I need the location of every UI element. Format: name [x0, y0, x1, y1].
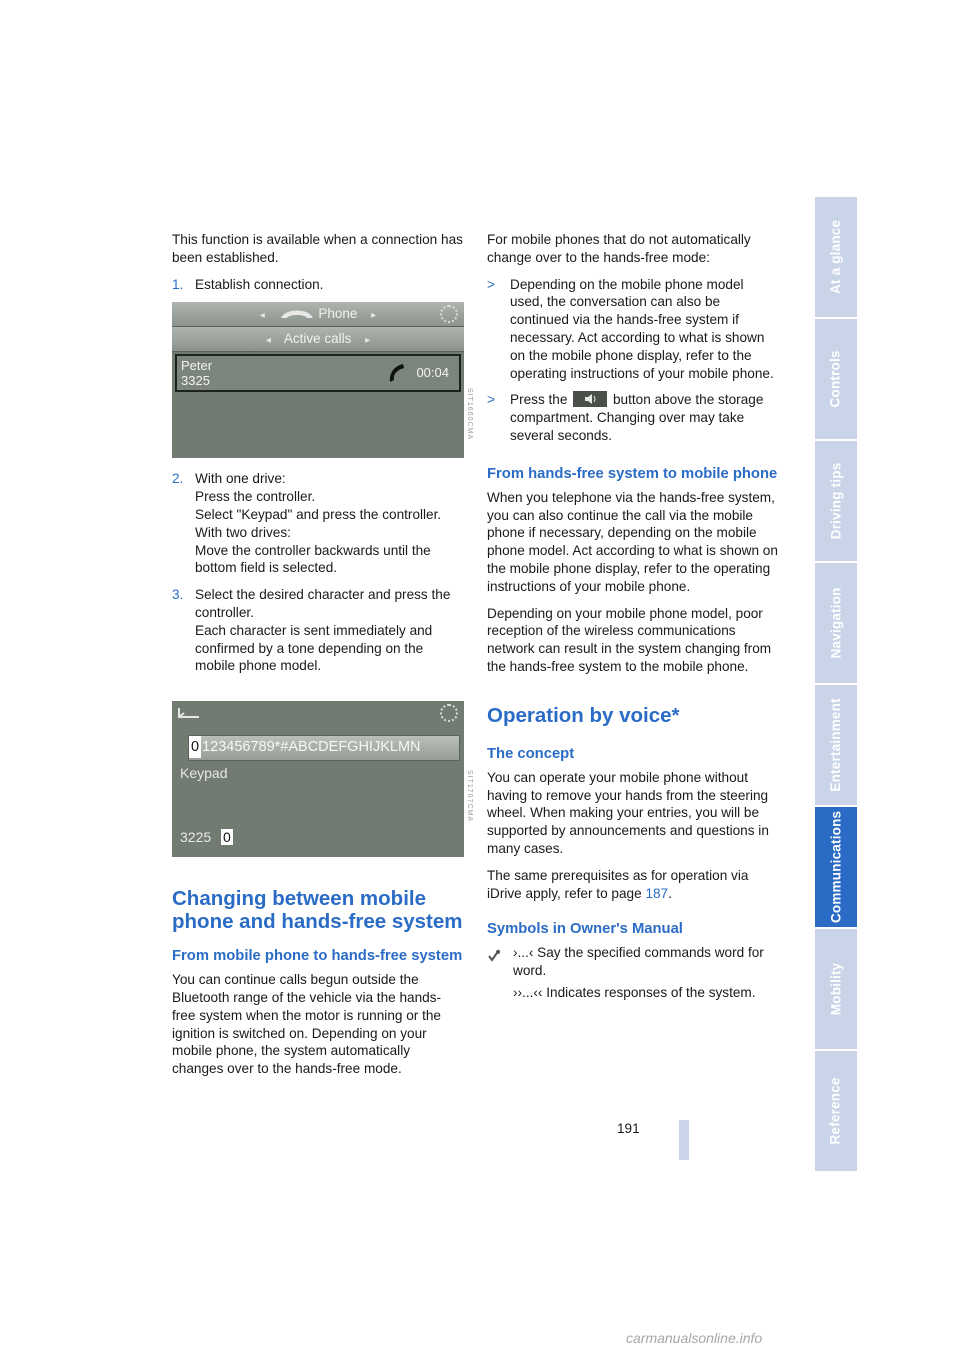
subsection-heading: From mobile phone to hands-free system	[172, 948, 463, 965]
chapter-tabs	[815, 197, 857, 1173]
bullet-text: button above the storage compartment. Changing over may take several seconds.	[510, 392, 764, 443]
step-3	[172, 586, 464, 675]
section-heading: Operation by voice*	[487, 703, 680, 727]
menu-title-bar: ◂ Phone ▸	[172, 302, 464, 327]
step-line: Select the desired character and press the controller.	[195, 587, 451, 620]
image-code: SIT1707CMA	[466, 770, 473, 823]
body-paragraph: When you telephone via the hands-free system, you can also continue the call via the mobile phone if necessary, depending on the mobile phone model. Act according to what is shown on the mobile phone display, refer to the operating instructions of your mobile phone.	[487, 489, 778, 594]
body-paragraph: You can continue calls begun outside the Bluetooth range of the vehicle via the hands-free system when the motor is running or the ignition is switched on. Depending on your mobile phone, the system automatically changes over to the hands-free mode.	[172, 972, 442, 1077]
symbol-line	[513, 944, 779, 980]
character-selector	[188, 735, 460, 761]
symbol-desc: Say the specified commands word for word.	[513, 945, 764, 979]
step-line: Press the controller.	[195, 489, 316, 505]
tab-controls[interactable]: Controls	[815, 319, 857, 439]
right-column	[487, 231, 779, 1002]
submenu-bar: ◂ Active calls ▸	[172, 327, 464, 352]
step-1	[172, 276, 464, 294]
speaker-button-icon	[573, 391, 607, 407]
active-call-field	[175, 354, 461, 392]
step-text: Establish connection.	[195, 276, 324, 292]
tab-mobility[interactable]: Mobility	[815, 929, 857, 1049]
watermark: carmanualsonline.info	[626, 1330, 763, 1346]
step-number: 1.	[172, 276, 184, 292]
body-paragraph: You can operate your mobile phone without having to remove your hands from the steering wheel. When making your entries, you will be supported by announcements and questions in many cases.	[487, 769, 769, 856]
step-line: Each character is sent immediately and confirmed by a tone depending on the mobile phone model.	[195, 622, 433, 674]
bullet-item	[487, 391, 779, 444]
symbol-desc: Indicates responses of the system.	[546, 984, 756, 1000]
section-heading: Changing between mobile phone and hands-free system	[172, 887, 463, 934]
menu-title: Phone	[318, 306, 358, 322]
caller-name: Peter	[181, 358, 213, 374]
selected-character: 0	[189, 736, 201, 758]
entered-number: 3225	[180, 829, 212, 846]
submenu-label: Active calls	[283, 331, 352, 347]
voice-command-icon	[487, 944, 509, 1001]
symbols-note	[487, 944, 779, 1001]
step-line: With two drives:	[195, 524, 291, 540]
bullet-text: Depending on the mobile phone model used, the conversation can also be continued via the hands-free system if necessary. Act according to what is shown on the mobile phone display, refer to the operating instructions of your mobile phone.	[510, 276, 774, 381]
active-calls-screenshot	[172, 302, 464, 458]
step-line: Select "Keypad" and press the controller.	[195, 506, 442, 522]
call-active-icon	[387, 362, 407, 384]
image-code: SIT1660CMA	[466, 388, 473, 441]
step-number: 3.	[172, 587, 184, 603]
page-reference-link[interactable]: 187	[645, 885, 669, 901]
page-marker	[679, 1120, 689, 1160]
intro-text: For mobile phones that do not automatically change over to the hands-free mode:	[487, 232, 751, 265]
step-line: With one drive:	[195, 471, 286, 487]
symbol-code: ›...‹	[513, 945, 534, 961]
keypad-screenshot	[172, 701, 464, 857]
bullet-mark: >	[487, 276, 495, 292]
tab-reference[interactable]: Reference	[815, 1051, 857, 1171]
tab-navigation[interactable]: Navigation	[815, 563, 857, 683]
keypad-label: Keypad	[180, 765, 228, 782]
subsection-heading: From hands-free system to mobile phone	[487, 465, 778, 482]
tab-entertainment[interactable]: Entertainment	[815, 685, 857, 805]
tab-at-a-glance[interactable]: At a glance	[815, 197, 857, 317]
tab-communications[interactable]: Communications	[815, 807, 857, 927]
phone-handset-icon	[279, 306, 315, 320]
symbol-code: ››...‹‹	[513, 984, 543, 1000]
subsection-heading: The concept	[487, 745, 575, 762]
options-icon	[440, 704, 458, 722]
step-2	[172, 470, 464, 577]
caller-number: 3325	[181, 373, 210, 389]
step-line: Move the controller backwards until the bottom field is selected.	[195, 542, 431, 576]
call-duration: 00:04	[416, 365, 449, 381]
bullet-item	[487, 276, 779, 383]
bullet-text: Press the	[510, 392, 568, 408]
symbol-line	[513, 984, 779, 1002]
left-column	[172, 231, 464, 1087]
character-list: 123456789*#ABCDEFGHIJKLMN	[202, 739, 421, 756]
step-number: 2.	[172, 471, 184, 487]
current-digit: 0	[223, 829, 231, 846]
tab-driving-tips[interactable]: Driving tips	[815, 441, 857, 561]
back-icon	[178, 707, 200, 719]
bullet-mark: >	[487, 392, 495, 408]
subsection-heading: Symbols in Owner's Manual	[487, 921, 683, 938]
page-number: 191	[617, 1121, 640, 1136]
body-paragraph: The same prerequisites as for operation via iDrive apply, refer to page 187.	[487, 867, 749, 901]
body-paragraph: Depending on your mobile phone model, poor reception of the wireless communications network can result in the system changing from the hands-free system to the mobile phone.	[487, 605, 772, 674]
intro-text: This function is available when a connection has been established.	[172, 232, 463, 265]
